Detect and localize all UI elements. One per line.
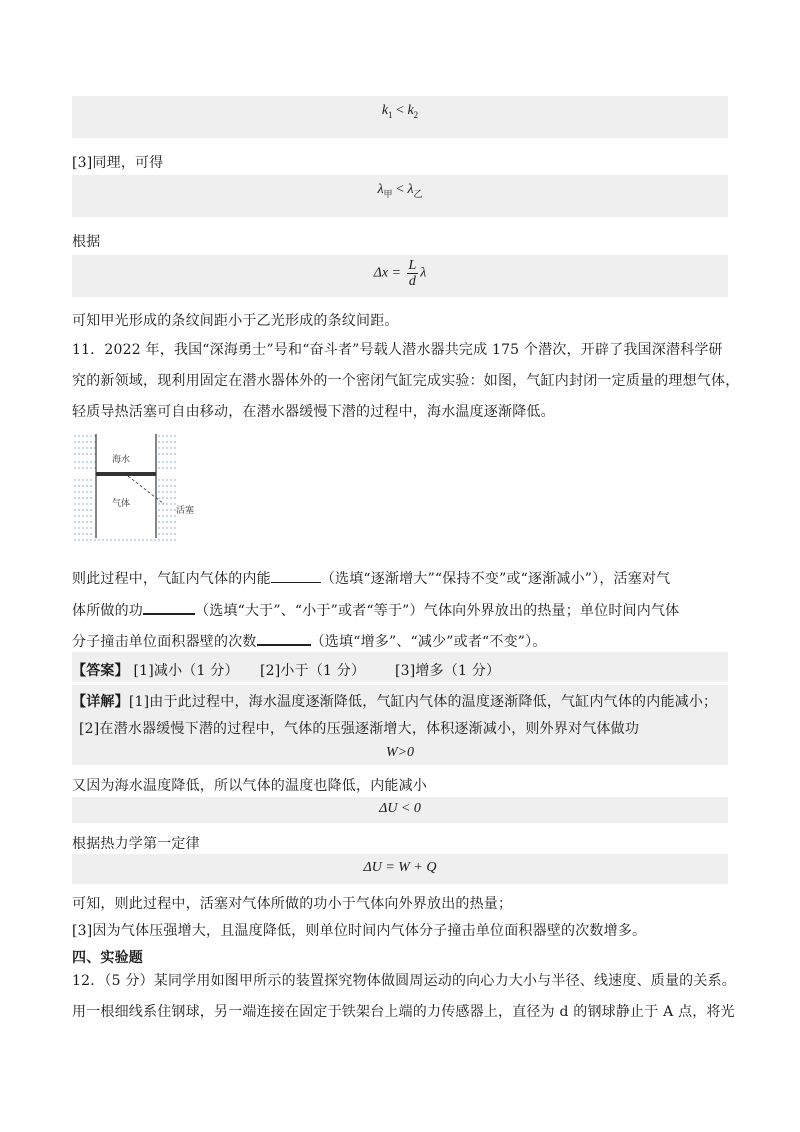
gas-label: 气体	[112, 499, 131, 509]
text-segment: （选填“增多”、“减少”或者“不变”）。	[310, 634, 547, 650]
water-label: 海水	[112, 455, 131, 465]
answer-line	[72, 660, 239, 680]
answer-3: [3]增多（1 分）	[395, 663, 501, 679]
text-segment: 体所做的功	[72, 603, 143, 619]
question-11-blank-line3	[72, 630, 547, 651]
text-segment: 则此过程中，气缸内气体的内能	[72, 571, 271, 587]
detail-line3: 又因为海水温度降低，所以气体的温度也降低，内能减小	[72, 778, 427, 794]
text-line: [3]同理，可得	[72, 155, 164, 171]
question-12-line1: 12．（5 分）某同学用如图甲所示的装置探究物体做圆周运动的向心力大小与半径、线速度、质量的关系。	[72, 973, 736, 989]
answer-blank-2[interactable]	[143, 599, 195, 615]
equation-delta-u: ΔU < 0	[379, 801, 421, 816]
equation-work: W>0	[385, 745, 415, 760]
answer-1: [1]减小（1 分）	[133, 663, 239, 679]
answer-blank-3[interactable]	[257, 630, 311, 646]
detail-label: 【详解】	[72, 694, 129, 710]
detail-line6: [3]因为气体压强增大，且温度降低，则单位时间内气体分子撞击单位面积器壁的次数增多。	[72, 923, 647, 939]
section-heading: 四、实验题	[72, 950, 143, 966]
answer-label: 【答案】	[72, 663, 129, 679]
cylinder-figure	[72, 432, 180, 544]
equation-first-law: ΔU = W + Q	[363, 860, 437, 875]
text-segment: [1]由于此过程中，海水温度逐渐降低，气缸内气体的温度逐渐降低，气缸内气体的内能减小；	[128, 694, 718, 710]
detail-line4: 根据热力学第一定律	[72, 836, 200, 852]
answer-blank-1[interactable]	[271, 568, 321, 583]
question-11-blank-line1	[72, 568, 670, 588]
answer-2: [2]小于（1 分）	[260, 663, 366, 679]
question-11-line3: 轻质导热活塞可自由移动，在潜水器缓慢下潜的过程中，海水温度逐渐降低。	[72, 404, 555, 420]
question-11-blank-line2	[72, 599, 679, 620]
text-line: 根据	[72, 234, 101, 250]
question-11-line1: 11．2022 年，我国“深海勇士”号和“奋斗者”号载人潜水器共完成 175 个潜次，开辟了我国深潜科学研	[72, 342, 723, 358]
detail-line2: [2]在潜水器缓慢下潜的过程中，气体的压强逐渐增大，体积逐渐减小，则外界对气体做功	[79, 721, 640, 737]
piston-label: 活塞	[176, 506, 195, 516]
detail-line5: 可知，则此过程中，活塞对气体所做的功小于气体向外界放出的热量；	[72, 896, 513, 912]
text-segment: 分子撞击单位面积器壁的次数	[72, 634, 257, 650]
equation-fringe: Δx = $\frac{L}{d}$ λ	[373, 258, 427, 289]
text-segment: （选填“逐渐增大”“保持不变”或“逐渐减小”），活塞对气	[320, 571, 671, 587]
equation-lambda: $\lambda_甲 < \lambda_乙$	[377, 182, 423, 199]
detail-line1	[72, 691, 717, 711]
question-12-line2: 用一根细线系住钢球，另一端连接在固定于铁架台上端的力传感器上，直径为 d 的钢球静止于 A 点，将光	[72, 1004, 735, 1020]
piston	[96, 472, 156, 476]
equation-k: $k_1 < k_2$	[381, 103, 419, 120]
question-11-line2: 究的新领域，现利用固定在潜水器体外的一个密闭气缸完成实验：如图，气缸内封闭一定质量的理想气体，	[72, 373, 740, 389]
text-segment: （选填“大于”、“小于”或者“等于”）气体向外界放出的热量；单位时间内气体	[195, 603, 680, 619]
text-line: 可知甲光形成的条纹间距小于乙光形成的条纹间距。	[72, 313, 399, 329]
